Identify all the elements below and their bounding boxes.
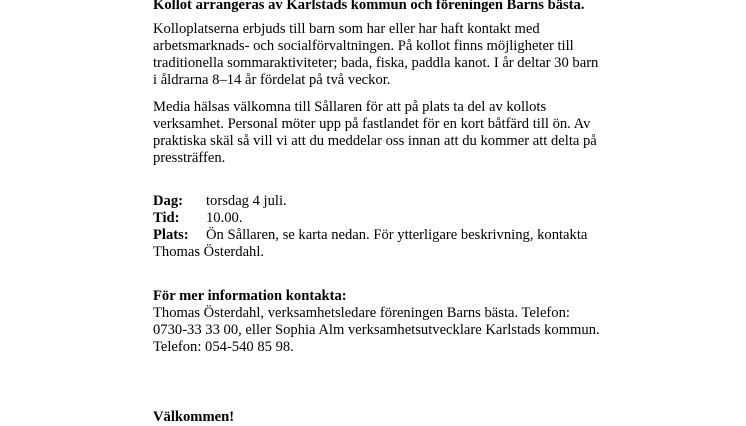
detail-row-plats <box>153 227 588 244</box>
detail-row-tid <box>153 210 243 227</box>
contact-line: Thomas Österdahl, verksamhetsledare föreningen Barns bästa. Telefon: <box>153 305 570 321</box>
contact-heading: För mer information kontakta: <box>153 288 347 304</box>
detail-label: Plats: <box>153 227 189 243</box>
contact-line: 0730-33 33 00, eller Sophia Alm verksamhetsutvecklare Karlstads kommun. <box>153 322 600 338</box>
paragraph-line: i åldrarna 8–14 år fördelat på två veckor. <box>153 72 391 88</box>
document-heading: Kollot arrangeras av Karlstads kommun och föreningen Barns bästa. <box>153 0 585 13</box>
paragraph-line: Media hälsas välkomna till Sållaren för att på plats ta del av kollots <box>153 99 547 115</box>
contact-line: Telefon: 054-540 85 98. <box>153 339 294 355</box>
paragraph-line: arbetsmarknads- och socialförvaltningen. På kollot finns möjligheter till <box>153 38 574 54</box>
detail-label: Tid: <box>153 210 180 226</box>
closing-text: Välkommen! <box>153 409 235 425</box>
contact-info <box>153 305 600 356</box>
media-paragraph <box>153 99 633 167</box>
detail-value: torsdag 4 juli. <box>206 193 287 209</box>
intro-paragraph <box>153 21 633 89</box>
detail-value: Ön Sållaren, se karta nedan. För ytterligare beskrivning, kontakta <box>206 227 588 243</box>
paragraph-line: traditionella sommaraktiviteter; bada, fiska, paddla kanot. I år deltar 30 barn <box>153 55 599 71</box>
detail-continuation: Thomas Österdahl. <box>153 244 265 260</box>
detail-label: Dag: <box>153 193 183 209</box>
paragraph-line: praktiska skäl så vill vi att du meddelar oss innan att du kommer att delta på <box>153 133 597 149</box>
detail-value: 10.00. <box>206 210 243 226</box>
paragraph-line: verksamhet. Personal möter upp på fastlandet för en kort båtfärd till ön. Av <box>153 116 591 132</box>
detail-row-dag <box>153 193 287 210</box>
paragraph-line: pressträffen. <box>153 150 226 166</box>
paragraph-line: Kolloplatserna erbjuds till barn som har eller har haft kontakt med <box>153 21 540 37</box>
